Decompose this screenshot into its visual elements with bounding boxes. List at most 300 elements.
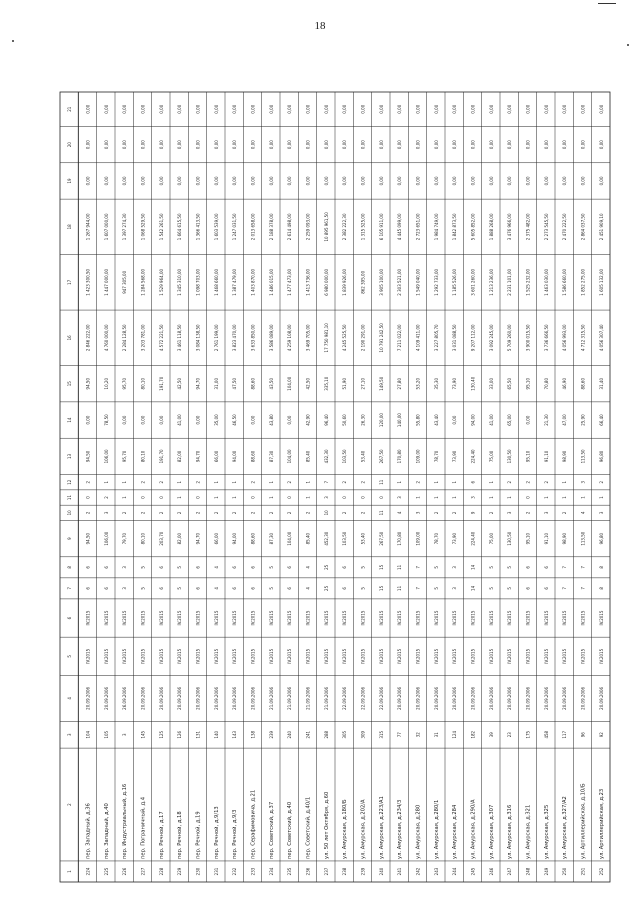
table-cell: 242: [415, 867, 421, 876]
table-cell: 106,00: [103, 531, 109, 546]
table-cell: 5: [507, 566, 513, 569]
table-cell: 0,00: [268, 104, 274, 114]
table-cell: 0,00: [85, 104, 91, 114]
table-cell: 4: [213, 587, 219, 590]
table-cell: 452,30: [323, 531, 329, 546]
table-cell: IV.2015: [250, 648, 256, 664]
table-cell: 1: [213, 480, 219, 484]
table-cell: 88,60: [580, 377, 586, 390]
table-cell: 5: [507, 587, 513, 590]
column-header-cell: 19: [67, 178, 73, 184]
table-cell: 6: [195, 587, 201, 590]
table-cell: 3 092 245,00: [488, 324, 494, 352]
table-cell: 1: [488, 496, 494, 499]
address-cell: пер. Пограничный, д.4: [140, 796, 147, 859]
table-cell: 4: [213, 566, 219, 569]
table-cell: 20.09.2006: [250, 686, 256, 710]
table-cell: 224,40: [470, 531, 476, 546]
table-cell: 1 345 310,00: [177, 268, 183, 296]
table-cell: 1 586 660,00: [562, 268, 568, 296]
table-cell: 0,00: [415, 104, 421, 114]
table-cell: 20.09.2006: [415, 686, 421, 710]
table-cell: 21,30: [543, 414, 549, 426]
table-cell: 0,00: [195, 176, 201, 186]
table-cell: 0,00: [268, 140, 274, 150]
table-cell: 3: [598, 511, 604, 515]
table-cell: 0,00: [323, 176, 329, 186]
table-cell: 140: [213, 730, 219, 739]
table-cell: 240: [287, 730, 293, 739]
table-cell: IV.2015: [177, 648, 183, 664]
table-cell: 6: [525, 566, 531, 569]
table-cell: IV.2015: [470, 648, 476, 664]
table-cell: 203,70: [158, 531, 164, 546]
table-cell: 2: [452, 511, 458, 515]
table-cell: 3 476 966,00: [507, 213, 513, 241]
table-cell: 3 227 805,70: [433, 324, 439, 352]
table-cell: 236: [305, 867, 311, 876]
table-cell: 1 267 944,00: [85, 213, 91, 241]
table-cell: 247: [507, 867, 513, 876]
table-cell: 94,70: [195, 450, 201, 463]
table-cell: IV.2015: [598, 648, 604, 664]
table-cell: 82,00: [177, 450, 183, 463]
address-cell: пер. Западный, д.36: [85, 803, 92, 859]
table-cell: 1 529 964,00: [158, 268, 164, 296]
column-header-cell: 9: [67, 537, 73, 540]
table-cell: 0,00: [525, 176, 531, 186]
table-cell: 3 031 088,50: [452, 324, 458, 352]
table-cell: 1 525 232,00: [525, 268, 531, 296]
table-cell: 2 382 222,30: [342, 213, 348, 241]
table-cell: 309: [360, 730, 366, 739]
table-cell: 120,00: [378, 413, 384, 428]
table-cell: 21.09.2006: [323, 686, 329, 710]
table-cell: IV.2015: [305, 610, 311, 626]
scan-speck: [627, 44, 629, 46]
table-cell: 243: [433, 867, 439, 876]
table-cell: 0: [287, 496, 293, 499]
table-cell: 2: [250, 480, 256, 484]
table-cell: 0: [378, 496, 384, 499]
address-cell: ул. Амурская, д.290/А: [470, 799, 477, 859]
table-cell: 5: [140, 587, 146, 590]
table-cell: 15: [378, 585, 384, 591]
table-cell: IV.2015: [433, 610, 439, 626]
table-cell: 6: [342, 566, 348, 569]
table-cell: 0,00: [323, 104, 329, 114]
table-cell: 0,00: [543, 104, 549, 114]
table-cell: 0,00: [433, 104, 439, 114]
table-cell: 0,00: [378, 104, 384, 114]
table-cell: 241: [305, 730, 311, 739]
table-cell: 26,30: [360, 414, 366, 426]
table-cell: 20.09.2006: [598, 686, 604, 710]
table-cell: 9: [470, 511, 476, 515]
table-cell: 0,00: [103, 176, 109, 186]
table-cell: 104: [85, 730, 91, 739]
table-cell: 47,50: [232, 377, 238, 390]
table-cell: 0,00: [452, 104, 458, 114]
address-cell: пер. Индустриальный, д.16: [122, 783, 129, 859]
table-cell: 50,60: [342, 414, 348, 426]
table-cell: 0,00: [103, 104, 109, 114]
table-cell: 3 633 850,00: [250, 324, 256, 352]
table-cell: 170,80: [397, 531, 403, 546]
table-cell: 77: [397, 732, 403, 738]
table-cell: 0,00: [507, 140, 513, 150]
table-cell: 125: [158, 730, 164, 739]
table-cell: 0: [140, 496, 146, 499]
table-cell: 7: [562, 566, 568, 569]
table-cell: 25,90: [580, 414, 586, 426]
table-cell: IV.2015: [287, 610, 293, 626]
table-cell: 305: [342, 730, 348, 739]
table-cell: 6: [543, 566, 549, 569]
table-cell: 4: [397, 511, 403, 515]
column-header-cell: 1: [67, 870, 73, 873]
table-cell: 98,90: [562, 532, 568, 545]
table-cell: 240: [378, 867, 384, 876]
table-cell: 4 760 000,00: [103, 324, 109, 352]
table-cell: 20.09.2006: [543, 686, 549, 710]
table-cell: 22.09.2006: [360, 686, 366, 710]
table-cell: 41,00: [177, 414, 183, 426]
table-cell: 103,50: [342, 449, 348, 464]
table-cell: 27,80: [397, 377, 403, 390]
table-cell: 2: [158, 480, 164, 484]
table-cell: 2: [342, 511, 348, 515]
table-cell: 0: [195, 496, 201, 499]
table-cell: 20.09.2006: [470, 686, 476, 710]
table-cell: 0,00: [122, 104, 128, 114]
table-cell: 26.09.2006: [122, 686, 128, 710]
table-cell: 3: [543, 511, 549, 515]
table-cell: 94,70: [195, 377, 201, 390]
address-cell: ул. Амурская, д.316: [507, 804, 514, 859]
table-cell: 2: [525, 480, 531, 484]
table-cell: 20.09.2006: [213, 686, 219, 710]
table-cell: 4 245 525,50: [342, 324, 348, 352]
table-cell: IV.2015: [268, 610, 274, 626]
table-cell: IV.2015: [268, 648, 274, 664]
table-cell: 6: [103, 587, 109, 590]
table-cell: 143: [232, 730, 238, 739]
table-cell: 1 292 733,00: [433, 268, 439, 296]
table-cell: 6: [195, 566, 201, 569]
table-cell: 0,00: [360, 104, 366, 114]
table-cell: 2: [213, 511, 219, 515]
table-cell: 5: [488, 587, 494, 590]
table-cell: 0,00: [397, 140, 403, 150]
address-cell: ул. Амурская, д.327/А2: [562, 796, 569, 859]
table-cell: 2: [562, 511, 568, 515]
table-cell: 1 607 000,00: [103, 213, 109, 241]
table-cell: IV.2015: [488, 610, 494, 626]
table-cell: 2 303 521,00: [397, 268, 403, 296]
table-cell: 0,00: [452, 415, 458, 425]
table-cell: 51,90: [342, 377, 348, 390]
table-cell: 0,00: [140, 176, 146, 186]
table-cell: 175: [525, 730, 531, 739]
table-cell: 0,00: [177, 104, 183, 114]
table-cell: 1: [452, 496, 458, 499]
table-cell: 78,50: [103, 414, 109, 426]
table-cell: 2: [507, 480, 513, 484]
column-header-cell: 8: [67, 566, 73, 569]
table-cell: 231: [213, 867, 219, 876]
table-cell: 315: [378, 730, 384, 739]
table-cell: 233: [250, 867, 256, 876]
table-cell: 105: [103, 730, 109, 739]
table-cell: 130,40: [470, 376, 476, 391]
address-cell: пер. Западный, д.40: [103, 803, 110, 859]
table-cell: 88,60: [250, 532, 256, 545]
table-cell: IV.2015: [195, 610, 201, 626]
table-cell: 47,00: [562, 414, 568, 426]
table-cell: 96,80: [598, 532, 604, 545]
table-cell: 3 905 100,00: [378, 268, 384, 296]
table-cell: 267,50: [378, 449, 384, 464]
table-cell: 10,20: [103, 377, 109, 390]
table-cell: 21.09.2006: [305, 686, 311, 710]
table-cell: 131: [195, 730, 201, 739]
table-cell: 0,00: [140, 415, 146, 425]
table-cell: 947 305,00: [122, 270, 128, 294]
table-cell: 288: [323, 730, 329, 739]
table-cell: 0,00: [177, 176, 183, 186]
table-cell: 3: [397, 496, 403, 499]
table-cell: 238: [342, 867, 348, 876]
table-cell: 2 614 498,00: [287, 213, 293, 241]
table-cell: 2: [342, 480, 348, 484]
table-cell: 5: [177, 566, 183, 569]
table-cell: 1: [177, 496, 183, 499]
column-header-cell: 4: [67, 697, 73, 700]
table-cell: 20.09.2006: [452, 686, 458, 710]
table-cell: IV.2015: [415, 648, 421, 664]
table-cell: 65,00: [507, 414, 513, 426]
table-cell: 0,00: [452, 140, 458, 150]
address-cell: пер. Речной, д.17: [158, 811, 165, 859]
table-cell: 0,00: [158, 104, 164, 114]
table-cell: IV.2015: [250, 610, 256, 626]
table-cell: 6: [250, 566, 256, 569]
table-cell: 0,00: [195, 140, 201, 150]
table-cell: 6: [342, 587, 348, 590]
table-cell: 73,90: [452, 377, 458, 390]
table-cell: 1: [397, 480, 403, 484]
table-cell: 0,00: [378, 140, 384, 150]
table-cell: 53,40: [360, 450, 366, 463]
table-cell: 25: [323, 564, 329, 570]
table-cell: IV.2015: [342, 610, 348, 626]
table-cell: 0,00: [580, 104, 586, 114]
table-cell: 251: [580, 867, 586, 876]
table-cell: 1: [598, 496, 604, 499]
table-cell: 1 403 870,00: [250, 268, 256, 296]
table-cell: 2: [103, 496, 109, 499]
address-cell: ул. Амурская, д.325: [543, 804, 550, 859]
table-cell: 3: [415, 511, 421, 515]
table-cell: 2: [268, 511, 274, 515]
table-cell: 66,40: [598, 414, 604, 426]
table-cell: 75,00: [488, 532, 494, 545]
table-cell: 0,00: [85, 176, 91, 186]
table-cell: 0,00: [378, 176, 384, 186]
table-cell: 140,00: [397, 413, 403, 428]
table-cell: 2: [433, 511, 439, 515]
table-cell: 2: [250, 511, 256, 515]
table-cell: 0,00: [122, 415, 128, 425]
table-cell: 94,70: [195, 532, 201, 545]
table-cell: 3 900 015,50: [525, 324, 531, 352]
table-cell: 2: [85, 480, 91, 484]
table-cell: 0,00: [287, 415, 293, 425]
table-cell: 53,20: [415, 377, 421, 390]
table-cell: 96: [580, 732, 586, 738]
table-cell: 7: [415, 587, 421, 590]
table-cell: 1: [452, 480, 458, 484]
table-cell: 0,00: [598, 104, 604, 114]
table-cell: 241: [397, 867, 403, 876]
table-cell: IV.2015: [415, 610, 421, 626]
table-cell: 23: [507, 732, 513, 738]
table-cell: 1 839 926,00: [342, 268, 348, 296]
table-cell: 0,00: [177, 140, 183, 150]
table-cell: 66,00: [213, 532, 219, 545]
table-cell: 0,00: [158, 415, 164, 425]
table-cell: 2 231 101,00: [507, 268, 513, 296]
column-header-cell: 3: [67, 733, 73, 736]
address-cell: ул. Амурская, д.234/3: [397, 799, 404, 859]
table-cell: 0,00: [598, 140, 604, 150]
table-cell: 91,10: [543, 450, 549, 463]
table-cell: 252: [598, 867, 604, 876]
table-cell: 2 451 909,10: [598, 213, 604, 241]
page-number: 18: [314, 20, 326, 32]
scan-speck: [598, 3, 616, 4]
table-cell: 0,00: [488, 140, 494, 150]
column-header-cell: 15: [67, 381, 73, 387]
table-cell: 31: [433, 732, 439, 738]
table-cell: 248: [525, 867, 531, 876]
table-cell: 5: [140, 566, 146, 569]
table-cell: 3: [323, 496, 329, 499]
table-cell: 0,00: [507, 104, 513, 114]
table-cell: 170,80: [397, 449, 403, 464]
table-cell: IV.2015: [470, 610, 476, 626]
table-cell: 7: [580, 566, 586, 569]
table-cell: IV.2015: [397, 648, 403, 664]
address-cell: ул. Амурская, д.280: [415, 804, 422, 859]
table-cell: 1: [562, 496, 568, 499]
table-cell: 0,00: [543, 140, 549, 150]
table-cell: IV.2015: [580, 610, 586, 626]
table-cell: 43,80: [268, 414, 274, 426]
table-cell: 2: [415, 480, 421, 484]
table-cell: 103,50: [342, 531, 348, 546]
table-cell: IV.2015: [378, 648, 384, 664]
table-cell: 1 852 275,00: [580, 268, 586, 296]
table-cell: IV.2015: [232, 610, 238, 626]
table-cell: IV.2015: [342, 648, 348, 664]
table-cell: 0,00: [85, 140, 91, 150]
table-cell: 25: [323, 585, 329, 591]
table-cell: 0: [525, 496, 531, 499]
table-cell: 5: [433, 566, 439, 569]
table-cell: 246: [488, 867, 494, 876]
table-cell: IV.2015: [103, 610, 109, 626]
table-cell: 0,00: [122, 176, 128, 186]
table-cell: 2: [598, 480, 604, 484]
table-cell: 130,50: [507, 449, 513, 464]
table-cell: 2: [140, 511, 146, 515]
table-cell: 1: [268, 496, 274, 499]
scan-speck: [12, 40, 14, 42]
table-cell: 1 463 030,00: [543, 268, 549, 296]
table-cell: 0: [250, 496, 256, 499]
table-cell: 22.09.2006: [342, 686, 348, 710]
table-cell: 4 056 993,00: [562, 324, 568, 352]
table-cell: 0,00: [287, 104, 293, 114]
table-cell: 4 445 099,00: [397, 213, 403, 241]
table-cell: 1: [232, 496, 238, 499]
column-header-cell: 14: [67, 417, 73, 423]
column-header-cell: 17: [67, 279, 73, 285]
table-cell: 94,00: [470, 414, 476, 426]
table-cell: 1 842 873,50: [452, 213, 458, 241]
table-cell: IV.2015: [287, 648, 293, 664]
table-cell: 0,00: [470, 140, 476, 150]
table-cell: IV.2015: [213, 610, 219, 626]
table-cell: IV.2015: [158, 610, 164, 626]
table-cell: 335,10: [323, 376, 329, 391]
table-cell: 11: [378, 510, 384, 516]
table-cell: IV.2015: [360, 610, 366, 626]
table-cell: 17 750 981,10: [323, 323, 329, 353]
table-cell: 20.09.2006: [103, 686, 109, 710]
address-cell: ул. Амурская, д.223/А1: [378, 796, 385, 859]
table-cell: 4 572 221,50: [158, 324, 164, 352]
table-cell: 0,00: [342, 176, 348, 186]
table-cell: 0,00: [158, 176, 164, 186]
column-header-cell: 20: [67, 142, 73, 148]
table-cell: IV.2015: [232, 648, 238, 664]
table-cell: 21.09.2006: [287, 686, 293, 710]
table-cell: 6: [85, 587, 91, 590]
table-cell: 1 888 268,00: [488, 213, 494, 241]
table-cell: 0,00: [562, 104, 568, 114]
table-cell: 0,00: [213, 104, 219, 114]
table-cell: 224: [85, 867, 91, 876]
table-cell: 0,00: [250, 415, 256, 425]
table-cell: 3 601 260,00: [470, 268, 476, 296]
table-cell: 5 605 852,00: [470, 213, 476, 241]
table-cell: 232: [232, 867, 238, 876]
table-cell: 244: [452, 867, 458, 876]
address-cell: пер. Серафимовича, д.21: [250, 789, 257, 859]
table-cell: 0,00: [525, 140, 531, 150]
address-cell: пер. Советский, д.37: [268, 801, 275, 859]
table-cell: 0,00: [415, 176, 421, 186]
table-cell: 94,50: [85, 450, 91, 463]
table-cell: 0,00: [342, 140, 348, 150]
table-cell: 6: [158, 566, 164, 569]
table-cell: 43,50: [268, 377, 274, 390]
table-cell: 3 823 470,00: [232, 324, 238, 352]
table-cell: 432,30: [323, 449, 329, 464]
